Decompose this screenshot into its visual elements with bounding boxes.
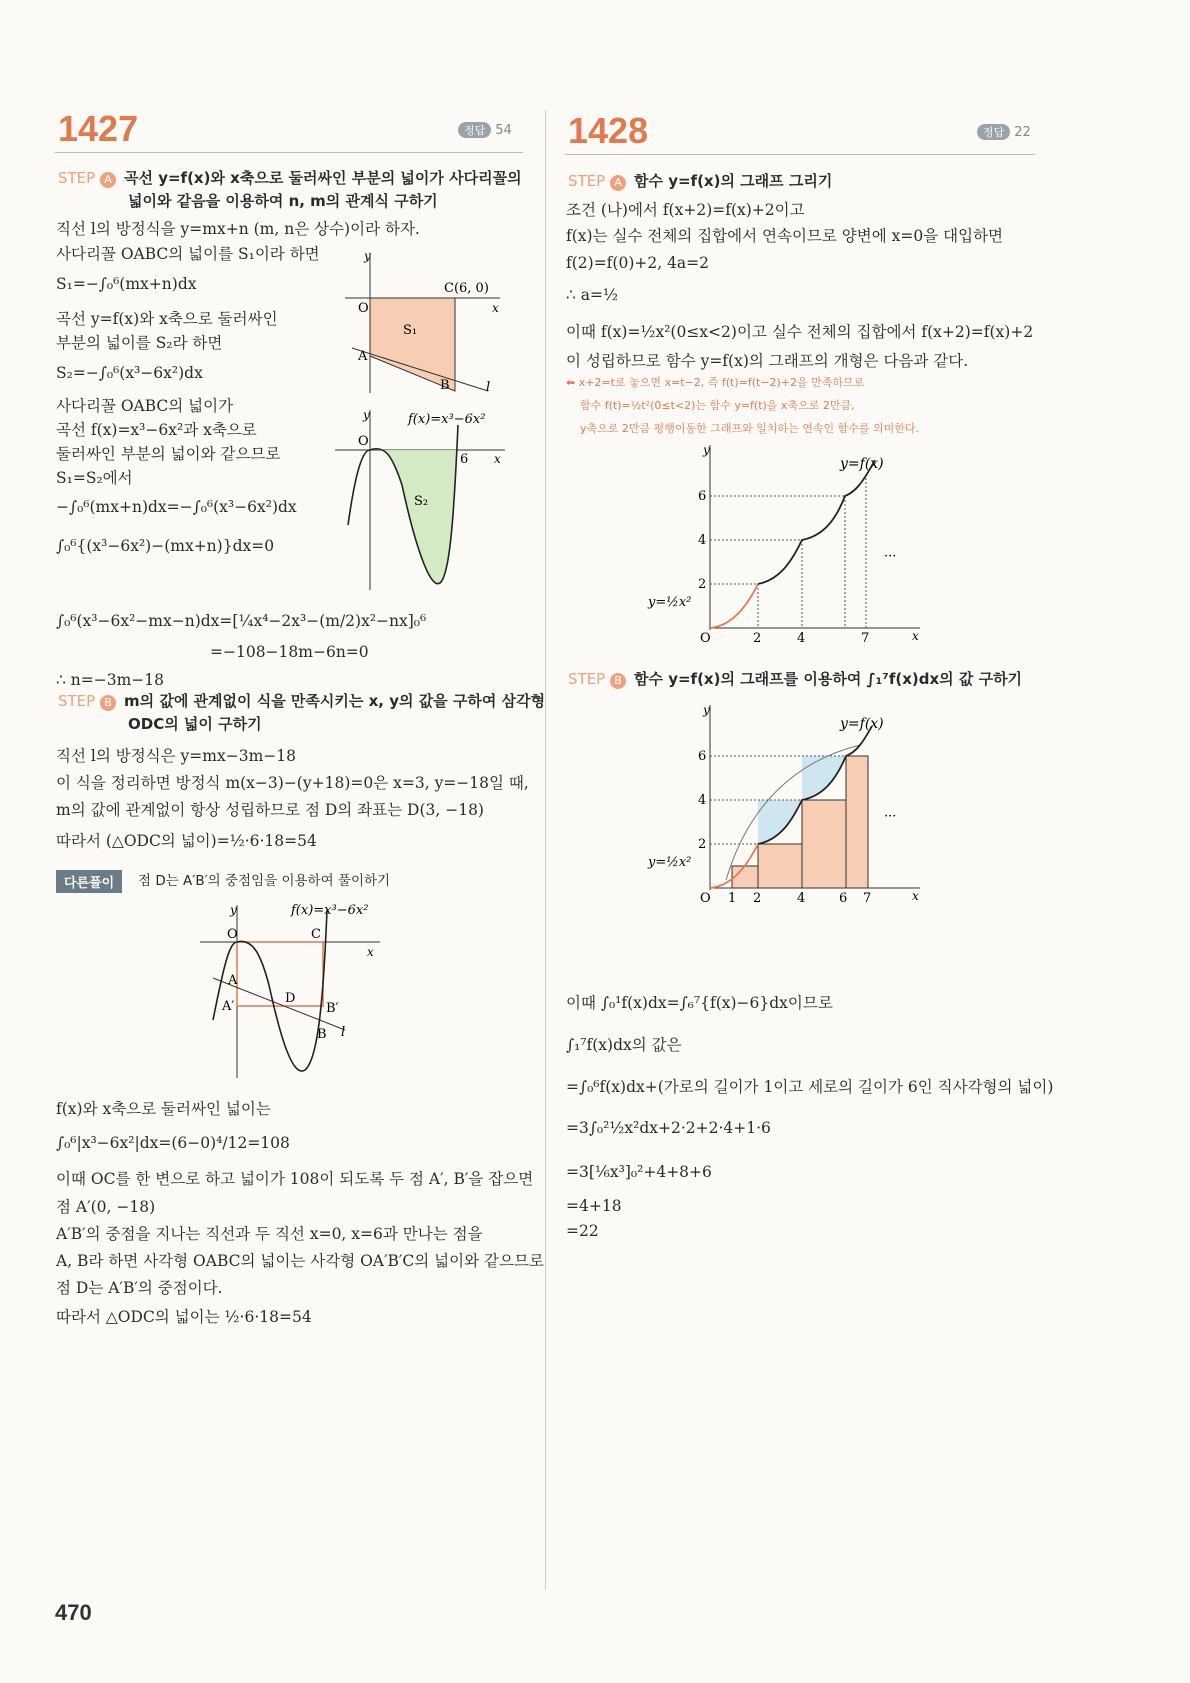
text-line: 점 A′(0, −18) — [56, 1198, 156, 1216]
text-line: 이때 f(x)=½x²(0≤x<2)이고 실수 전체의 집합에서 f(x+2)=f(x)+2 — [566, 323, 1034, 341]
answer-value: 54 — [495, 123, 512, 138]
origin-label: O — [700, 631, 711, 646]
text-line: 직선 l의 방정식을 y=mx+n (m, n은 상수)이라 하자. — [56, 220, 420, 238]
step-b-heading-1427: STEP B m의 값에 관계없이 식을 만족시키는 x, y의 값을 구하여 삼각형 — [58, 692, 546, 710]
x-tick-4: 4 — [797, 891, 806, 906]
note-line: 함수 f(t)=½t²(0≤t<2)는 함수 y=f(t)을 x축으로 2만큼, — [580, 399, 855, 412]
y-axis-label: y — [230, 903, 237, 917]
y-axis-label: y — [364, 249, 371, 263]
figure-alt-cubic — [195, 900, 395, 1080]
origin-label: O — [358, 434, 369, 449]
formula-line: ∫₁⁷f(x)dx의 값은 — [566, 1036, 682, 1054]
x-six-label: 6 — [460, 452, 469, 467]
text-line: 조건 (나)에서 f(x+2)=f(x)+2이고 — [566, 201, 805, 219]
note-line: ⬅ x+2=t로 놓으면 x=t−2, 즉 f(t)=f(t−2)+2을 만족하므로 — [566, 376, 865, 389]
figure-cubic — [330, 405, 510, 593]
y-tick-2: 2 — [698, 837, 707, 852]
point-b-label: B — [440, 378, 450, 393]
continuation-dots: ··· — [884, 549, 897, 564]
answer-label: 정답 — [458, 122, 491, 138]
x-tick-1: 1 — [728, 891, 737, 906]
text-line: 이 성립하므로 함수 y=f(x)의 그래프의 개형은 다음과 같다. — [566, 352, 969, 370]
text-line: 따라서 △ODC의 넓이는 ½·6·18=54 — [56, 1308, 312, 1326]
line-l-label: l — [341, 1025, 346, 1040]
problem-number-1427: 1427 — [58, 108, 139, 149]
continuation-dots: ··· — [884, 809, 897, 824]
y-tick-4: 4 — [698, 533, 707, 548]
line-l-label: l — [486, 380, 491, 395]
function-label: f(x)=x³−6x² — [408, 412, 486, 427]
y-tick-2: 2 — [698, 577, 707, 592]
step-a-heading-line2: 넓이와 같음을 이용하여 n, m의 관계식 구하기 — [128, 192, 438, 210]
point-c-label: C(6, 0) — [444, 281, 489, 296]
text-line: f(x)는 실수 전체의 집합에서 연속이므로 양변에 x=0을 대입하면 — [566, 227, 1004, 245]
point-a-label: A — [358, 349, 368, 364]
curve-label: y=f(x) — [840, 716, 884, 732]
x-tick-6: 6 — [839, 891, 848, 906]
problem-number-1428: 1428 — [568, 110, 649, 151]
point-a-label: A — [228, 973, 238, 988]
left-curve-label: y=½x² — [648, 855, 692, 870]
formula-line: ∫₀⁶(x³−6x²−mx−n)dx=[¼x⁴−2x³−(m/2)x²−nx]₀⁶ — [56, 612, 427, 630]
divider — [55, 152, 523, 153]
text-line: f(2)=f(0)+2, 4a=2 — [566, 254, 710, 272]
formula-line: =3∫₀²½x²dx+2·2+2·4+1·6 — [566, 1119, 771, 1137]
formula-line: =∫₀⁶f(x)dx+(가로의 길이가 1이고 세로의 길이가 6인 직사각형의 넓이) — [566, 1078, 1054, 1096]
text-line: 따라서 (△ODC의 넓이)=½·6·18=54 — [56, 832, 317, 850]
function-label: f(x)=x³−6x² — [291, 903, 369, 918]
x-axis-label: x — [912, 629, 919, 643]
point-b-prime-label: B′ — [326, 1001, 339, 1016]
origin-label: O — [358, 301, 369, 316]
step-b-heading-1428: STEP B 함수 y=f(x)의 그래프를 이용하여 ∫₁⁷f(x)dx의 값 구하기 — [568, 670, 1023, 688]
alt-solution-tag: 다른풀이 — [56, 870, 122, 893]
divider — [565, 154, 1035, 155]
x-tick-7: 7 — [861, 631, 870, 646]
y-axis-label: y — [703, 703, 710, 717]
x-tick-7: 7 — [863, 891, 872, 906]
x-axis-label: x — [494, 452, 501, 466]
text-line: A, B라 하면 사각형 OABC의 넓이는 사각형 OA′B′C의 넓이와 같으므로 — [56, 1252, 544, 1270]
step-b-label: STEP B — [568, 670, 626, 688]
x-axis-label: x — [492, 301, 499, 315]
note-line: y축으로 2만큼 평행이동한 그래프와 일치하는 연속인 함수를 의미한다. — [580, 422, 920, 435]
text-line: f(x)와 x축으로 둘러싸인 넓이는 — [56, 1100, 271, 1118]
formula-line: =−108−18m−6n=0 — [210, 643, 369, 661]
y-axis-label: y — [363, 408, 370, 422]
text-line: 곡선 y=f(x)와 x축으로 둘러싸인 — [56, 310, 278, 328]
text-line: S₁=S₂에서 — [56, 469, 133, 487]
curve-label: y=f(x) — [840, 456, 884, 472]
formula-line: =3[⅙x³]₀²+4+8+6 — [566, 1163, 712, 1181]
y-axis-label: y — [703, 443, 710, 457]
text-line: 이 식을 정리하면 방정식 m(x−3)−(y+18)=0은 x=3, y=−18일 때, — [56, 774, 529, 792]
text-line: 부분의 넓이를 S₂라 하면 — [56, 334, 223, 352]
area-s1-label: S₁ — [403, 323, 418, 338]
step-b-label: STEP B — [58, 692, 116, 710]
formula-line: ∫₀⁶{(x³−6x²)−(mx+n)}dx=0 — [56, 537, 275, 555]
point-d-label: D — [285, 991, 296, 1006]
text-line: A′B′의 중점을 지나는 직선과 두 직선 x=0, x=6과 만나는 점을 — [56, 1225, 483, 1243]
area-s2-label: S₂ — [414, 494, 429, 509]
text-line: 점 D는 A′B′의 중점이다. — [56, 1279, 223, 1297]
origin-label: O — [700, 891, 711, 906]
text-line: 사다리꼴 OABC의 넓이를 S₁이라 하면 — [56, 245, 320, 263]
y-tick-6: 6 — [698, 749, 707, 764]
formula-line: ∴ n=−3m−18 — [56, 671, 165, 689]
answer-badge-1428 — [977, 124, 1031, 140]
step-a-label: STEP A — [58, 169, 116, 187]
formula-line: ∫₀⁶|x³−6x²|dx=(6−0)⁴/12=108 — [56, 1134, 290, 1152]
text-line: 곡선 f(x)=x³−6x²과 x축으로 — [56, 421, 257, 439]
formula-line: −∫₀⁶(mx+n)dx=−∫₀⁶(x³−6x²)dx — [56, 498, 297, 516]
x-axis-label: x — [367, 945, 374, 959]
graph-periodic-f — [640, 440, 930, 650]
alt-solution-title: 점 D는 A′B′의 중점임을 이용하여 풀이하기 — [138, 873, 391, 889]
formula-line: S₂=−∫₀⁶(x³−6x²)dx — [56, 364, 203, 382]
text-line: 사다리꼴 OABC의 넓이가 — [56, 397, 234, 415]
y-tick-6: 6 — [698, 489, 707, 504]
formula-line: ∴ a=½ — [566, 286, 619, 304]
formula-line: =22 — [566, 1222, 599, 1240]
formula-line: S₁=−∫₀⁶(mx+n)dx — [56, 275, 197, 293]
x-tick-2: 2 — [753, 631, 762, 646]
formula-line: 이때 ∫₀¹f(x)dx=∫₆⁷{f(x)−6}dx이므로 — [566, 994, 833, 1012]
answer-label: 정답 — [977, 124, 1010, 140]
text-line: 둘러싸인 부분의 넓이와 같으므로 — [56, 445, 281, 463]
step-a-label: STEP A — [568, 172, 626, 190]
step-a-heading-1428: STEP A 함수 y=f(x)의 그래프 그리기 — [568, 172, 833, 190]
point-a-prime-label: A′ — [222, 999, 235, 1014]
graph-integral-areas — [640, 700, 930, 910]
x-tick-4: 4 — [797, 631, 806, 646]
column-divider — [545, 110, 546, 1590]
step-a-heading-1427: STEP A 곡선 y=f(x)와 x축으로 둘러싸인 부분의 넓이가 사다리꼴의 — [58, 169, 522, 187]
answer-badge-1427 — [458, 122, 512, 138]
x-axis-label: x — [912, 889, 919, 903]
origin-label: O — [227, 927, 238, 942]
point-c-label: C — [311, 927, 321, 942]
formula-line: =4+18 — [566, 1197, 622, 1215]
y-tick-4: 4 — [698, 793, 707, 808]
text-line: m의 값에 관계없이 항상 성립하므로 점 D의 좌표는 D(3, −18) — [56, 801, 484, 819]
answer-value: 22 — [1014, 125, 1031, 140]
x-tick-2: 2 — [753, 891, 762, 906]
page-number: 470 — [55, 1600, 92, 1625]
step-b-heading-line2: ODC의 넓이 구하기 — [128, 715, 262, 733]
figure-trapezoid — [340, 248, 510, 398]
point-b-label: B — [317, 1027, 327, 1042]
text-line: 이때 OC를 한 변으로 하고 넓이가 108이 되도록 두 점 A′, B′을 잡으면 — [56, 1170, 534, 1188]
text-line: 직선 l의 방정식은 y=mx−3m−18 — [56, 747, 296, 765]
left-curve-label: y=½x² — [648, 595, 692, 610]
